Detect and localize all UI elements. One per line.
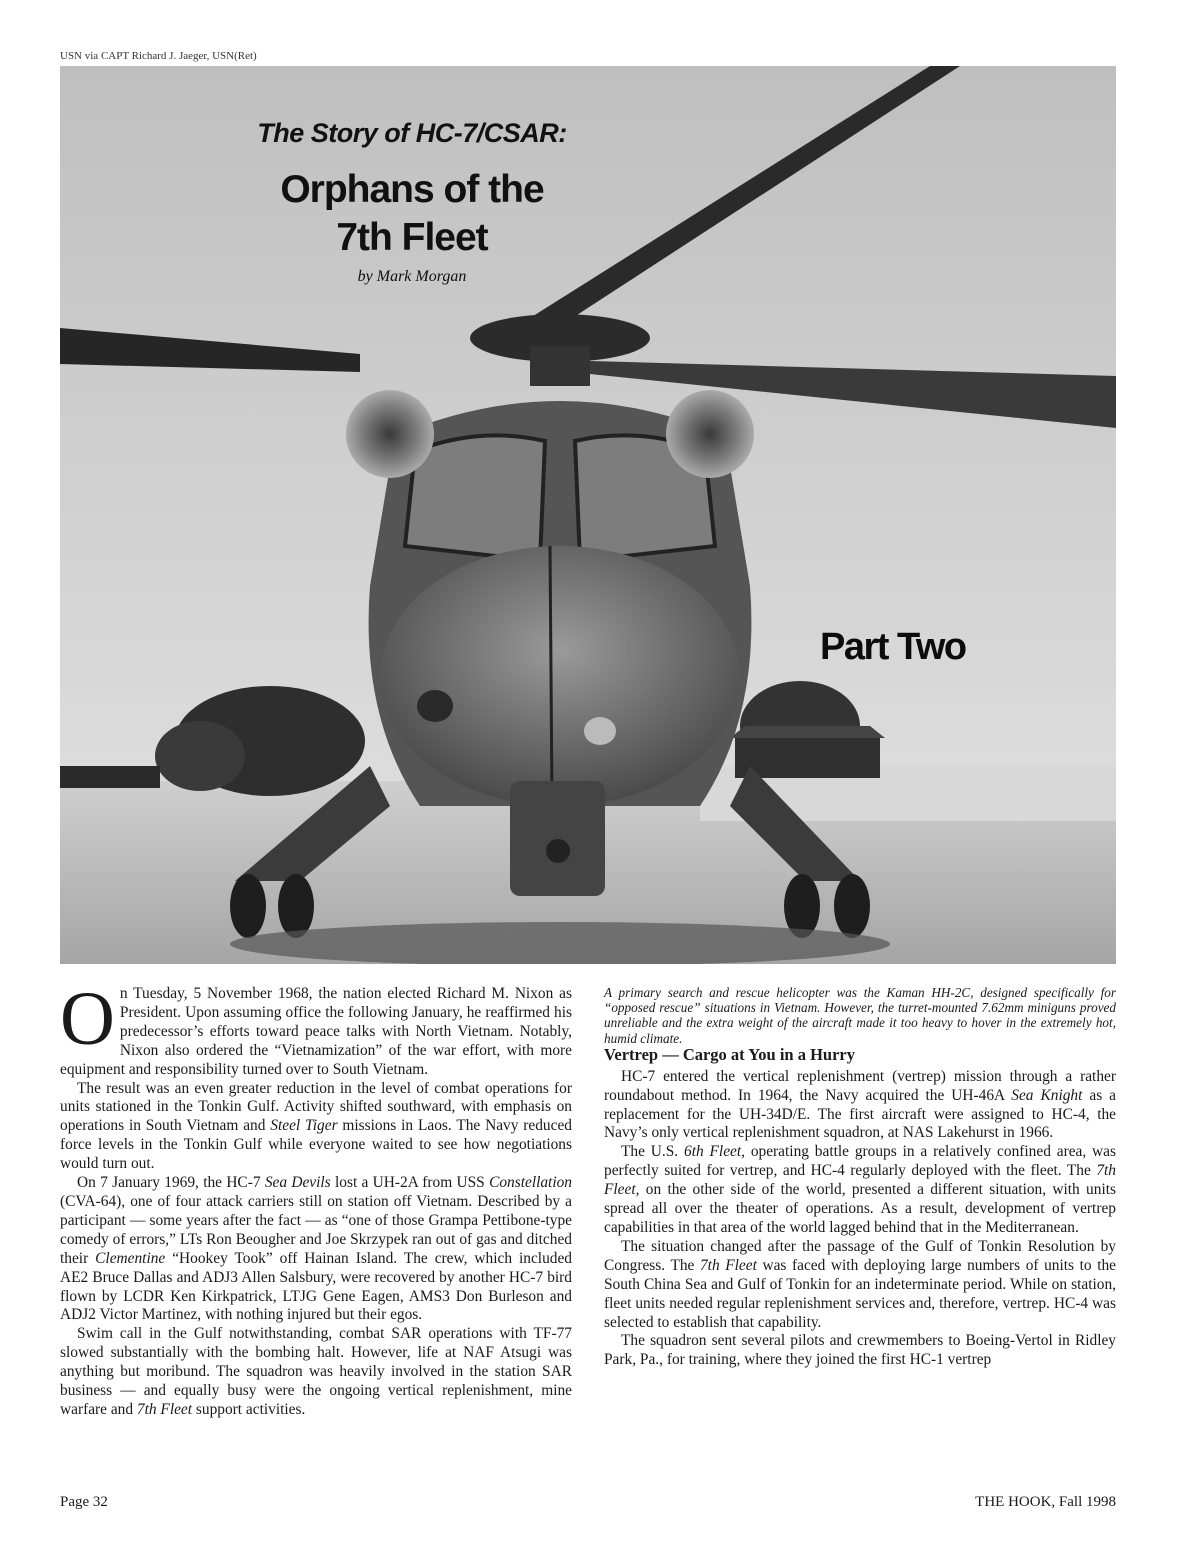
paragraph: The result was an even greater reduction in the level of combat operations for units stationed in the Tonkin Gulf. Activity shifted southward, with emphasis on operations in South Vietnam and Steel Tiger missions in Laos. The Navy reduced force levels in the Tonkin Gulf while everyone waited to see how negotiations would turn out.	[60, 1079, 572, 1173]
helicopter-photo	[60, 66, 1116, 964]
left-column	[60, 977, 573, 1420]
publication-footer: THE HOOK, Fall 1998	[975, 1494, 1116, 1510]
drop-cap: O	[60, 977, 115, 1061]
paragraph: On 7 January 1969, the HC-7 Sea Devils lost a UH-2A from USS Constellation (CVA-64), one of four attack carriers still on station off Vietnam. Described by a participant — some years after the fact — as “one of those Grampa Pettibone-type comedy of errors,” LTs Ron Beougher and Joe Skrzypek ran out of gas and ditched their Clementine “Hookey Took” off Hainan Island. The crew, which included AE2 Bruce Dallas and ADJ3 Allen Salsbury, were recovered by another HC-7 bird flown by LCDR Ken Kirkpatrick, LTJG Gene Eagen, AMS3 Don Burleson and ADJ2 Victor Martinez, with nothing injured but their egos.	[60, 1174, 573, 1324]
title-line-2: 7th Fleet	[336, 216, 488, 259]
photo-caption: A primary search and rescue helicopter was the Kaman HH-2C, designed specifically for “opposed rescue” situations in Vietnam. However, the turret-mounted 7.62mm miniguns proved unreliable and the extra weight of the aircraft made it too heavy to hover in the extremely hot, humid climate.	[604, 985, 1116, 1046]
paragraph: HC-7 entered the vertical replenishment (vertrep) mission through a rather roundabout method. In 1964, the Navy acquired the UH-46A Sea Knight as a replacement for the UH-34D/E. The first aircraft were assigned to HC-4, the Navy’s only vertical replenishment squadron, at NAS Lakehurst in 1966.	[604, 1067, 1116, 1142]
paragraph: On Tuesday, 5 November 1968, the nation elected Richard M. Nixon as President. Upon assuming office the following January, he reaffirmed his predecessor’s efforts toward peace talks with North Vietnam. Notably, Nixon also ordered the “Vietnamization” of the war effort, with more equipment and responsibility turned over to South Vietnam.	[60, 977, 572, 1078]
right-column	[604, 985, 1116, 1370]
article-byline: by Mark Morgan	[357, 268, 467, 285]
paragraph: The U.S. 6th Fleet, operating battle groups in a relatively confined area, was perfectly suited for vertrep, and HC-4 regularly deployed with the fleet. The 7th Fleet, on the other side of the world, presented a different situation, with units spread all over the theater of operations. As a result, development of vertrep capabilities in that area of the world lagged behind that in the Mediterranean.	[604, 1143, 1116, 1236]
part-label: Part Two	[820, 626, 966, 668]
page-number: Page 32	[60, 1494, 108, 1510]
section-heading: Vertrep — Cargo at You in a Hurry	[604, 1044, 855, 1064]
paragraph: The situation changed after the passage of the Gulf of Tonkin Resolution by Congress. The 7th Fleet was faced with deploying large numbers of units to the South China Sea and Gulf of Tonkin for an indeterminate period. While on station, fleet units needed regular replenishment services and, therefore, vertrep. HC-4 was selected to establish that capability.	[604, 1237, 1117, 1331]
photo-credit: USN via CAPT Richard J. Jaeger, USN(Ret)	[60, 50, 257, 62]
title-line-1: Orphans of the	[280, 168, 544, 211]
paragraph: The squadron sent several pilots and crewmembers to Boeing-Vertol in Ridley Park, Pa., for training, where they joined the first HC-1 vertrep	[604, 1332, 1116, 1369]
article-kicker: The Story of HC-7/CSAR:	[257, 118, 567, 148]
article-title	[132, 166, 692, 262]
paragraph: Swim call in the Gulf notwithstanding, combat SAR operations with TF-77 slowed substantially with the bombing halt. However, life at NAF Atsugi was anything but moribund. The squadron was heavily involved in the station SAR business — and equally busy were the ongoing vertical replenishment, mine warfare and 7th Fleet support activities.	[60, 1325, 572, 1418]
